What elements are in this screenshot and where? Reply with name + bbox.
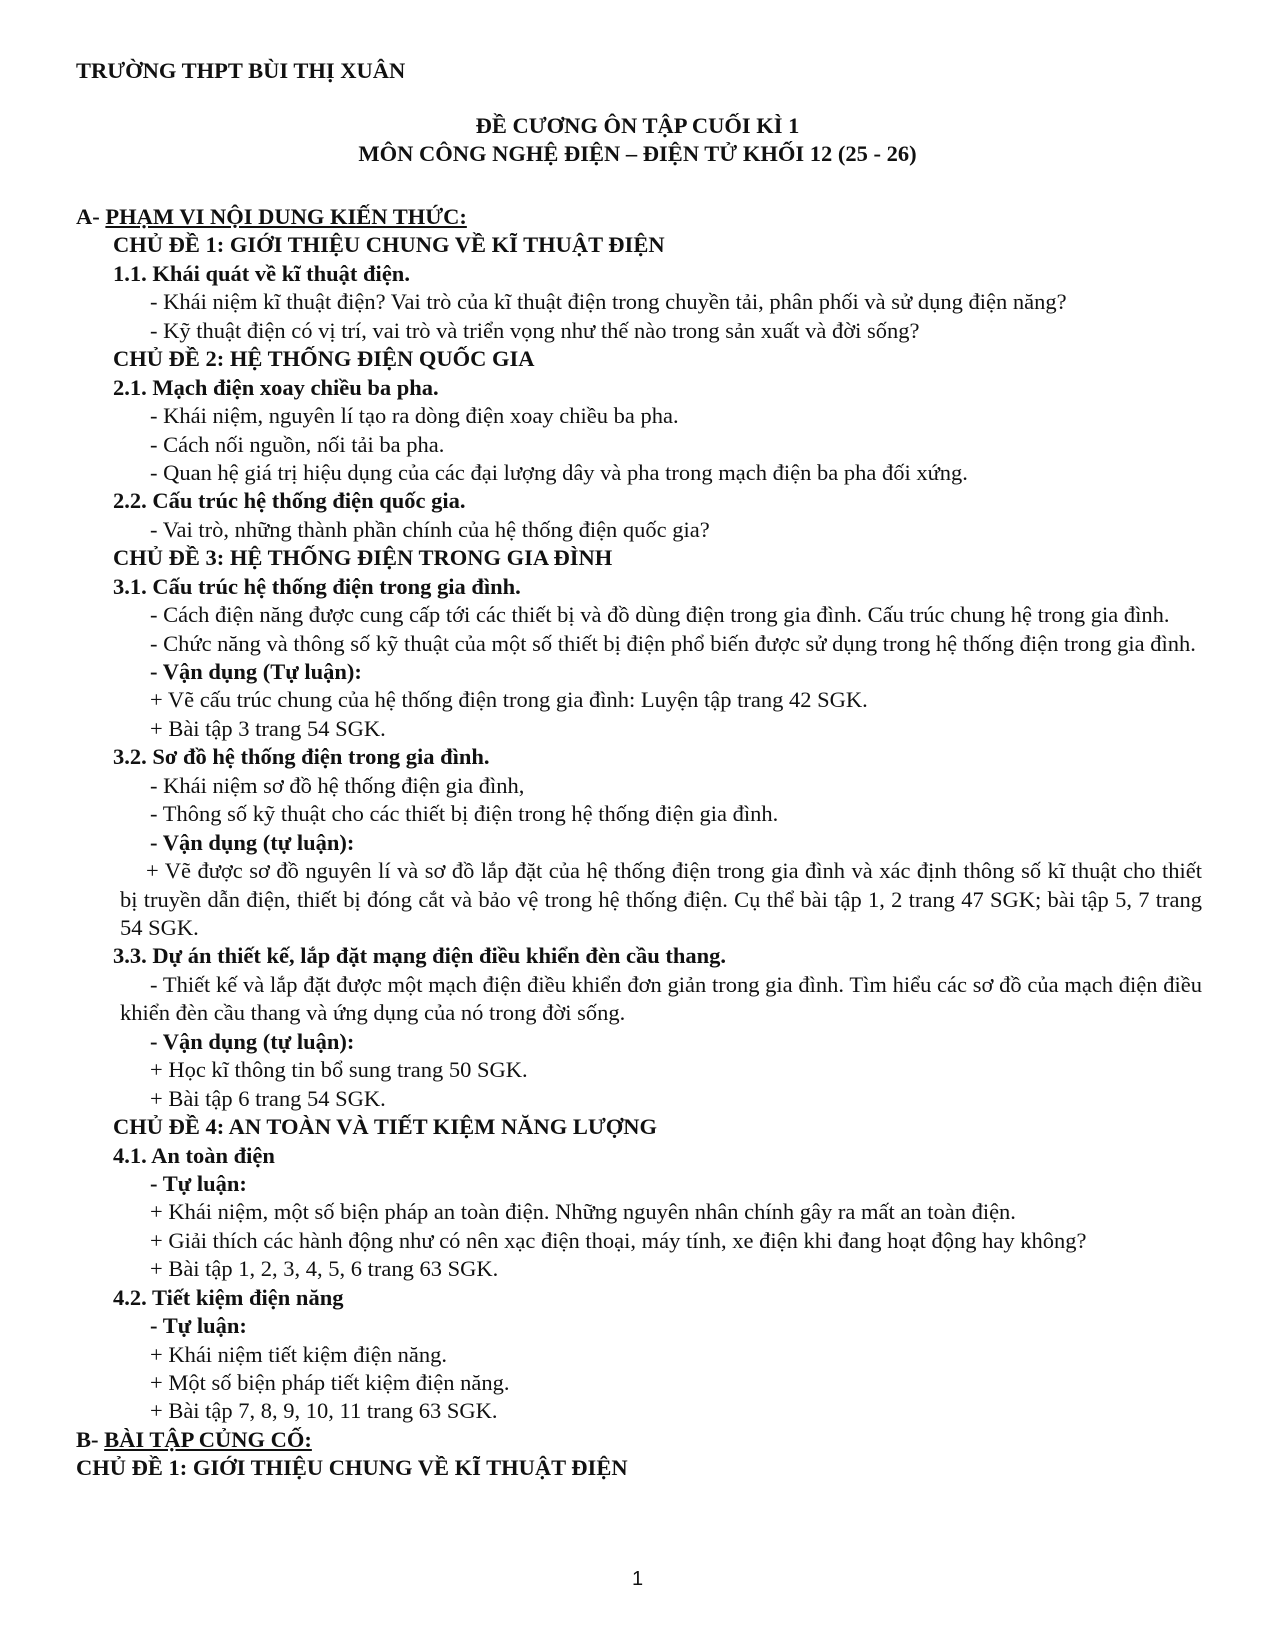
subsection-4-1: 4.1. An toàn điện [113,1142,275,1168]
document-subtitle: MÔN CÔNG NGHỆ ĐIỆN – ĐIỆN TỬ KHỐI 12 (25 - 26) [358,141,917,166]
school-name: TRƯỜNG THPT BÙI THỊ XUÂN [76,58,406,83]
list-item: + Học kĩ thông tin bổ sung trang 50 SGK. [150,1057,528,1083]
list-item: + Bài tập 3 trang 54 SGK. [150,715,386,741]
topic-2-heading: CHỦ ĐỀ 2: HỆ THỐNG ĐIỆN QUỐC GIA [113,346,535,372]
topic-1-heading: CHỦ ĐỀ 1: GIỚI THIỆU CHUNG VỀ KĨ THUẬT ĐIỆN [113,232,665,258]
section-a-prefix: A- [76,204,106,229]
list-item: + Giải thích các hành động như có nên xạc điện thoại, máy tính, xe điện khi đang hoạt động hay không? [150,1227,1087,1253]
subsection-3-1: 3.1. Cấu trúc hệ thống điện trong gia đình. [113,573,521,599]
section-b-prefix: B- [76,1426,105,1452]
document-body [0,203,1275,1483]
apply-heading: - Vận dụng (tự luận): [150,1028,355,1054]
subsection-1-1: 1.1. Khái quát về kĩ thuật điện. [113,260,410,286]
topic-4-heading: CHỦ ĐỀ 4: AN TOÀN VÀ TIẾT KIỆM NĂNG LƯỢNG [113,1114,658,1140]
list-item: + Vẽ cấu trúc chung của hệ thống điện trong gia đình: Luyện tập trang 42 SGK. [150,687,868,713]
page-number: 1 [631,1568,644,1590]
list-item: + Khái niệm tiết kiệm điện năng. [150,1341,447,1367]
subsection-3-2: 3.2. Sơ đồ hệ thống điện trong gia đình. [113,744,490,770]
paragraph: + Vẽ được sơ đồ nguyên lí và sơ đồ lắp đặt của hệ thống điện trong gia đình và xác định thông số kĩ thuật cho thiết bị truyền dẫn điện, thiết bị đóng cắt và bảo vệ trong hệ thống điện. Cụ thể bài tập 1, 2 trang 47 SGK; bài tập 5, 7 trang 54 SGK. [120,858,1202,940]
section-b-heading [0,1426,1275,1454]
paragraph: - Thiết kế và lắp đặt được một mạch điện điều khiển đơn giản trong gia đình. Tìm hiểu các sơ đồ của mạch điện điều khiển đèn cầu thang và ứng dụng của nó trong đời sống. [120,971,1202,1026]
paragraph: - Cách điện năng được cung cấp tới các thiết bị và đồ dùng điện trong gia đình. Cấu trúc chung hệ trong gia đình. [150,602,1170,628]
list-item: - Cách nối nguồn, nối tải ba pha. [150,431,445,457]
list-item: + Bài tập 1, 2, 3, 4, 5, 6 trang 63 SGK. [150,1256,499,1282]
subsection-2-2: 2.2. Cấu trúc hệ thống điện quốc gia. [113,488,466,514]
list-item: + Bài tập 6 trang 54 SGK. [150,1085,386,1111]
apply-heading: - Vận dụng (Tự luận): [150,659,362,685]
apply-heading: - Vận dụng (tự luận): [150,829,355,855]
section-a-heading [0,203,1275,231]
list-item: + Bài tập 7, 8, 9, 10, 11 trang 63 SGK. [150,1398,498,1424]
list-item: - Khái niệm kĩ thuật điện? Vai trò của kĩ thuật điện trong chuyền tải, phân phối và sử dụng điện năng? [150,289,1067,315]
section-b-topic-1-heading: CHỦ ĐỀ 1: GIỚI THIỆU CHUNG VỀ KĨ THUẬT ĐIỆN [76,1455,628,1481]
list-item: - Khái niệm, nguyên lí tạo ra dòng điện xoay chiều ba pha. [150,403,679,429]
document-title: ĐỀ CƯƠNG ÔN TẬP CUỐI KÌ 1 [475,113,800,138]
topic-3-heading: CHỦ ĐỀ 3: HỆ THỐNG ĐIỆN TRONG GIA ĐÌNH [113,545,613,571]
list-item: - Khái niệm sơ đồ hệ thống điện gia đình, [150,772,525,798]
list-item: - Quan hệ giá trị hiệu dụng của các đại lượng dây và pha trong mạch điện ba pha đối xứng. [150,459,968,485]
list-item: + Khái niệm, một số biện pháp an toàn điện. Những nguyên nhân chính gây ra mất an toàn điện. [150,1199,1016,1225]
list-item: - Vai trò, những thành phần chính của hệ thống điện quốc gia? [150,516,710,542]
section-b-title: BÀI TẬP CỦNG CỐ: [104,1426,312,1452]
paragraph: - Chức năng và thông số kỹ thuật của một số thiết bị điện phổ biến được sử dụng trong hệ thống điện trong gia đình. [150,630,1196,656]
apply-heading: - Tự luận: [150,1170,247,1196]
subsection-2-1: 2.1. Mạch điện xoay chiều ba pha. [113,374,439,400]
list-item: - Kỹ thuật điện có vị trí, vai trò và triển vọng như thế nào trong sản xuất và đời sống? [150,317,920,343]
section-a-title: PHẠM VI NỘI DUNG KIẾN THỨC: [105,204,467,229]
apply-heading: - Tự luận: [150,1313,247,1339]
list-item: - Thông số kỹ thuật cho các thiết bị điện trong hệ thống điện gia đình. [150,801,779,827]
list-item: + Một số biện pháp tiết kiệm điện năng. [150,1370,510,1396]
subsection-3-3: 3.3. Dự án thiết kế, lắp đặt mạng điện điều khiển đèn cầu thang. [113,943,726,969]
subsection-4-2: 4.2. Tiết kiệm điện năng [113,1284,344,1310]
